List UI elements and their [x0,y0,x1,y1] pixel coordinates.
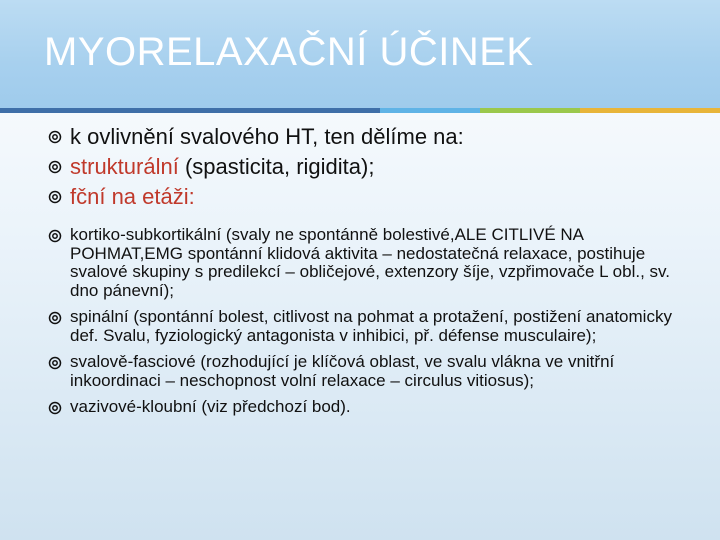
slide-title: MYORELAXAČNÍ ÚČINEK [44,30,534,74]
item-text: svalově-fasciové (rozhodující je klíčová oblast, ve svalu vlákna ve vnitřní inkoordinaci – neschopnost volní relaxace – circulus vitiosus); [70,352,615,390]
ring-bullet-icon [48,229,62,243]
ring-bullet-icon [48,130,62,144]
list-item [48,398,678,417]
item-text: (spasticita, rigidita); [178,154,375,179]
item-text: k ovlivnění svalového HT, ten dělíme na: [70,124,464,149]
stripe-segment-orange [580,108,720,113]
ring-bullet-icon [48,311,62,325]
title-banner [0,0,720,108]
accent-stripe [0,108,720,113]
ring-bullet-icon [48,356,62,370]
ring-bullet-icon [48,160,62,174]
stripe-segment-lightblue [380,108,480,113]
bullet-list [48,122,678,417]
list-item [48,122,678,152]
list-item [48,182,678,212]
list-item [48,152,678,182]
list-item [48,226,678,300]
item-text: spinální (spontánní bolest, citlivost na pohmat a protažení, postižení anatomicky def. Svalu, fyziologický antagonista v inhibici, př. défense musculaire); [70,307,672,345]
list-item [48,308,678,345]
item-text: kortiko-subkortikální (svaly ne spontánně bolestivé,ALE CITLIVÉ NA POHMAT,EMG spontánní klidová aktivita – nedostatečná relaxace, postihuje svalové skupiny s predilekcí – obličejové, extenzory šíje, vzpřimovače L obl., sv. dno pánevní); [70,225,670,300]
ring-bullet-icon [48,190,62,204]
stripe-segment-blue [0,108,380,113]
item-accent-text: strukturální [70,154,179,179]
item-text: vazivové-kloubní (viz předchozí bod). [70,397,351,416]
item-accent-text: fční na etáži: [70,184,195,209]
stripe-segment-green [480,108,580,113]
ring-bullet-icon [48,401,62,415]
list-item [48,353,678,390]
